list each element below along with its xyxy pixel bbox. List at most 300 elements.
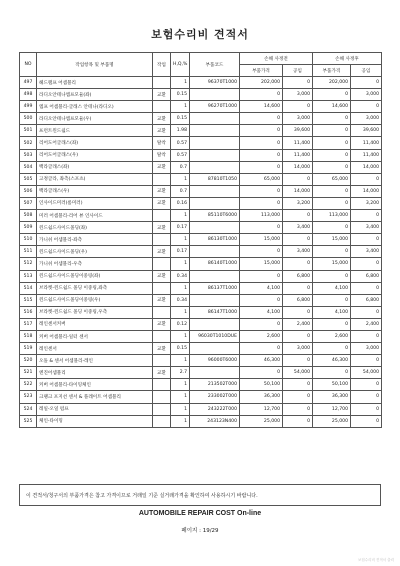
row-labor-pre: 11,400 <box>283 149 313 161</box>
row-hq: 1 <box>171 282 190 294</box>
row-part-price-post: 202,000 <box>313 77 351 89</box>
row-item: 윈드쉴드사이드몰딩이중링(좌) <box>37 270 153 282</box>
row-part-price-pre: 46,300 <box>240 355 283 367</box>
row-part-price-post: 0 <box>313 137 351 149</box>
row-work: 교환 <box>153 367 171 379</box>
header-damage-post: 손해 사정후 <box>313 53 382 65</box>
table-row <box>20 113 382 125</box>
table-row <box>20 343 382 355</box>
row-work <box>153 355 171 367</box>
header-code: 부품코드 <box>190 53 240 77</box>
row-item: 리어도어글래스(좌) <box>37 137 153 149</box>
row-labor-pre: 0 <box>283 391 313 403</box>
row-hq: 0.15 <box>171 89 190 101</box>
footer-title: AUTOMOBILE REPAIR COST On-line <box>138 510 262 517</box>
row-hq: 1 <box>171 306 190 318</box>
row-no: 513 <box>20 270 37 282</box>
row-code: 87810T1050 <box>190 173 240 185</box>
row-no: 500 <box>20 113 37 125</box>
row-part-price-post: 50,100 <box>313 379 351 391</box>
row-hq: 0.15 <box>171 343 190 355</box>
header-no: NO <box>20 53 37 77</box>
row-part-price-pre: 0 <box>240 270 283 282</box>
row-no: 515 <box>20 294 37 306</box>
row-code <box>190 185 240 197</box>
row-item: 인사이드미러(룸미러) <box>37 197 153 209</box>
row-code: 86137T1000 <box>190 282 240 294</box>
row-part-price-pre: 0 <box>240 185 283 197</box>
table-row <box>20 330 382 342</box>
row-part-price-post: 0 <box>313 89 351 101</box>
row-labor-pre: 0 <box>283 330 313 342</box>
row-part-price-pre: 0 <box>240 367 283 379</box>
row-no: 516 <box>20 306 37 318</box>
row-hq: 1 <box>171 234 190 246</box>
table-row <box>20 270 382 282</box>
table-row <box>20 306 382 318</box>
table-row <box>20 77 382 89</box>
row-part-price-post: 4,100 <box>313 306 351 318</box>
row-hq: 1 <box>171 77 190 89</box>
row-code: 243123N400 <box>190 415 240 427</box>
row-labor-pre: 39,600 <box>283 125 313 137</box>
row-hq: 1 <box>171 403 190 415</box>
row-part-price-post: 2,600 <box>313 330 351 342</box>
row-labor-pre: 3,400 <box>283 222 313 234</box>
row-item: 미러 어셈블리-리어 뷰 인사이드 <box>37 210 153 222</box>
row-no: 502 <box>20 137 37 149</box>
row-part-price-post: 46,300 <box>313 355 351 367</box>
row-work: 교환 <box>153 185 171 197</box>
row-code: 96270T1000 <box>190 101 240 113</box>
row-labor-pre: 6,800 <box>283 270 313 282</box>
row-part-price-pre: 202,000 <box>240 77 283 89</box>
row-labor-post: 39,600 <box>351 125 382 137</box>
row-code: 86147T1000 <box>190 306 240 318</box>
header-damage-pre: 손해 사정전 <box>240 53 313 65</box>
row-work <box>153 77 171 89</box>
row-code <box>190 125 240 137</box>
row-item: 크랭크 포지션 센서 & 플레이트 어셈블리 <box>37 391 153 403</box>
table-row <box>20 415 382 427</box>
row-hq: 0.34 <box>171 294 190 306</box>
table-row <box>20 149 382 161</box>
row-no: 505 <box>20 173 37 185</box>
row-no: 524 <box>20 403 37 415</box>
table-row <box>20 161 382 173</box>
table-row <box>20 318 382 330</box>
row-labor-post: 0 <box>351 330 382 342</box>
row-labor-post: 3,400 <box>351 246 382 258</box>
row-item: 리어도어글래스(우) <box>37 149 153 161</box>
row-no: 507 <box>20 197 37 209</box>
row-labor-pre: 0 <box>283 282 313 294</box>
table-row <box>20 173 382 185</box>
row-no: 497 <box>20 77 37 89</box>
row-part-price-post: 14,600 <box>313 101 351 113</box>
row-labor-pre: 11,400 <box>283 137 313 149</box>
page-number: 페이지 : 19/29 <box>181 528 219 534</box>
row-no: 509 <box>20 222 37 234</box>
row-part-price-pre: 14,600 <box>240 101 283 113</box>
estimate-rows <box>20 77 382 428</box>
row-labor-pre: 0 <box>283 101 313 113</box>
row-no: 510 <box>20 234 37 246</box>
row-labor-pre: 14,000 <box>283 161 313 173</box>
row-labor-post: 14,000 <box>351 185 382 197</box>
row-part-price-pre: 0 <box>240 222 283 234</box>
row-labor-post: 0 <box>351 234 382 246</box>
row-item: 윈드쉴드사이드몰딩(좌) <box>37 222 153 234</box>
header-item: 작업항목 및 부품명 <box>37 53 153 77</box>
table-row <box>20 294 382 306</box>
row-code <box>190 343 240 355</box>
row-work: 탈착 <box>153 137 171 149</box>
row-labor-post: 0 <box>351 173 382 185</box>
row-work: 교환 <box>153 197 171 209</box>
row-work: 교환 <box>153 125 171 137</box>
row-code <box>190 89 240 101</box>
row-work <box>153 173 171 185</box>
row-labor-post: 3,200 <box>351 197 382 209</box>
estimate-table <box>19 52 382 428</box>
row-item: 체인-타이밍 <box>37 415 153 427</box>
row-hq: 0.7 <box>171 185 190 197</box>
row-labor-pre: 0 <box>283 415 313 427</box>
row-code: 213502T000 <box>190 379 240 391</box>
row-code: 96370T1000 <box>190 77 240 89</box>
row-item: 레인센서 <box>37 343 153 355</box>
row-part-price-post: 113,000 <box>313 210 351 222</box>
row-labor-pre: 0 <box>283 355 313 367</box>
row-item: 커버 어셈블리-타이밍체인 <box>37 379 153 391</box>
row-item: 윈드쉴드사이드몰딩이중링(우) <box>37 294 153 306</box>
row-hq: 1 <box>171 210 190 222</box>
row-labor-post: 0 <box>351 403 382 415</box>
row-no: 519 <box>20 343 37 355</box>
table-row <box>20 197 382 209</box>
row-code: 243222T000 <box>190 403 240 415</box>
row-work <box>153 379 171 391</box>
row-labor-post: 3,000 <box>351 343 382 355</box>
row-hq: 0.17 <box>171 222 190 234</box>
row-hq: 1 <box>171 379 190 391</box>
row-work <box>153 210 171 222</box>
row-labor-pre: 0 <box>283 403 313 415</box>
row-part-price-pre: 12,700 <box>240 403 283 415</box>
row-hq: 1 <box>171 415 190 427</box>
row-labor-pre: 3,000 <box>283 89 313 101</box>
row-labor-pre: 0 <box>283 234 313 246</box>
row-part-price-post: 0 <box>313 113 351 125</box>
row-item: 프런트윈드쉴드 <box>37 125 153 137</box>
row-no: 518 <box>20 330 37 342</box>
row-labor-post: 3,400 <box>351 222 382 234</box>
row-code: 233002T000 <box>190 391 240 403</box>
row-hq: 0.57 <box>171 137 190 149</box>
row-part-price-pre: 65,000 <box>240 173 283 185</box>
table-row <box>20 367 382 379</box>
row-part-price-pre: 2,600 <box>240 330 283 342</box>
row-hq: 1 <box>171 258 190 270</box>
row-labor-pre: 0 <box>283 210 313 222</box>
row-part-price-post: 0 <box>313 125 351 137</box>
watermark-text: 보험수리비 견적서 출력 <box>357 558 394 562</box>
row-part-price-post: 0 <box>313 149 351 161</box>
row-work <box>153 101 171 113</box>
row-part-price-post: 36,300 <box>313 391 351 403</box>
row-work <box>153 391 171 403</box>
row-part-price-pre: 50,100 <box>240 379 283 391</box>
row-hq: 0.34 <box>171 270 190 282</box>
row-item: 헤드램프 어셈블리 <box>37 77 153 89</box>
row-work: 교환 <box>153 343 171 355</box>
row-part-price-post: 15,000 <box>313 258 351 270</box>
row-part-price-pre: 0 <box>240 197 283 209</box>
row-part-price-pre: 36,300 <box>240 391 283 403</box>
row-labor-post: 11,400 <box>351 137 382 149</box>
row-part-price-pre: 0 <box>240 125 283 137</box>
row-labor-pre: 0 <box>283 77 313 89</box>
row-code: 85110T6000 <box>190 210 240 222</box>
row-labor-post: 0 <box>351 379 382 391</box>
row-no: 501 <box>20 125 37 137</box>
row-part-price-post: 25,000 <box>313 415 351 427</box>
row-no: 520 <box>20 355 37 367</box>
row-item: 레일-오일 펌프 <box>37 403 153 415</box>
row-part-price-pre: 15,000 <box>240 234 283 246</box>
row-hq: 1 <box>171 101 190 113</box>
row-code <box>190 113 240 125</box>
row-code <box>190 367 240 379</box>
row-hq: 1 <box>171 173 190 185</box>
row-part-price-post: 0 <box>313 185 351 197</box>
row-item: 라디오안테나엠프모듈(우) <box>37 113 153 125</box>
row-part-price-pre: 25,000 <box>240 415 283 427</box>
row-labor-post: 0 <box>351 306 382 318</box>
row-part-price-pre: 113,000 <box>240 210 283 222</box>
table-row <box>20 355 382 367</box>
table-row <box>20 210 382 222</box>
row-labor-post: 0 <box>351 210 382 222</box>
row-work <box>153 282 171 294</box>
row-part-price-pre: 4,100 <box>240 282 283 294</box>
row-part-price-pre: 0 <box>240 318 283 330</box>
row-part-price-post: 0 <box>313 161 351 173</box>
row-work <box>153 403 171 415</box>
row-item: 윈드쉴드사이드몰딩(우) <box>37 246 153 258</box>
row-code: 86130T1000 <box>190 234 240 246</box>
row-no: 504 <box>20 161 37 173</box>
row-work <box>153 330 171 342</box>
row-work: 교환 <box>153 89 171 101</box>
row-code <box>190 137 240 149</box>
row-no: 506 <box>20 185 37 197</box>
row-labor-post: 6,800 <box>351 294 382 306</box>
row-work: 탈착 <box>153 149 171 161</box>
row-part-price-post: 15,000 <box>313 234 351 246</box>
row-code <box>190 246 240 258</box>
row-part-price-post: 0 <box>313 246 351 258</box>
row-code: 96000T6000 <box>190 355 240 367</box>
row-work <box>153 258 171 270</box>
row-no: 514 <box>20 282 37 294</box>
row-labor-post: 0 <box>351 391 382 403</box>
table-row <box>20 379 382 391</box>
row-work <box>153 234 171 246</box>
row-part-price-post: 0 <box>313 222 351 234</box>
table-row <box>20 282 382 294</box>
row-hq: 1 <box>171 355 190 367</box>
row-part-price-pre: 0 <box>240 113 283 125</box>
row-part-price-post: 0 <box>313 294 351 306</box>
row-hq: 0.12 <box>171 318 190 330</box>
row-labor-pre: 14,000 <box>283 185 313 197</box>
row-labor-pre: 3,200 <box>283 197 313 209</box>
header-labor-post: 공임 <box>351 65 382 77</box>
document-title: 보험수리비 견적서 <box>151 28 249 41</box>
row-part-price-pre: 4,100 <box>240 306 283 318</box>
row-work: 교환 <box>153 318 171 330</box>
row-part-price-pre: 0 <box>240 149 283 161</box>
row-no: 525 <box>20 415 37 427</box>
row-labor-post: 2,400 <box>351 318 382 330</box>
row-labor-pre: 6,800 <box>283 294 313 306</box>
row-no: 511 <box>20 246 37 258</box>
row-item: 백라글래스(우) <box>37 185 153 197</box>
row-item: 레인센서커버 <box>37 318 153 330</box>
row-no: 498 <box>20 89 37 101</box>
row-labor-post: 0 <box>351 355 382 367</box>
row-code <box>190 222 240 234</box>
header-hq: H,Q,% <box>171 53 190 77</box>
row-code <box>190 161 240 173</box>
row-hq: 0.57 <box>171 149 190 161</box>
row-item: 브라켓-윈드쉴드 몰딩 이중링,우측 <box>37 306 153 318</box>
row-hq: 1 <box>171 391 190 403</box>
row-labor-post: 0 <box>351 415 382 427</box>
row-part-price-post: 0 <box>313 197 351 209</box>
row-part-price-pre: 0 <box>240 137 283 149</box>
row-labor-post: 11,400 <box>351 149 382 161</box>
row-hq: 1.98 <box>171 125 190 137</box>
row-item: 엠프 어셈블리-글래스 안테나(라디오) <box>37 101 153 113</box>
row-item: 가니쉬 어셈블리-우측 <box>37 258 153 270</box>
row-hq: 0.15 <box>171 113 190 125</box>
row-code <box>190 318 240 330</box>
row-labor-pre: 54,000 <box>283 367 313 379</box>
row-work: 교환 <box>153 113 171 125</box>
row-item: 가니쉬 어셈블리-좌측 <box>37 234 153 246</box>
row-code: 96030T1010DUE <box>190 330 240 342</box>
row-item: 엔진어셈블리 <box>37 367 153 379</box>
row-part-price-pre: 15,000 <box>240 258 283 270</box>
row-work: 교환 <box>153 161 171 173</box>
row-labor-post: 6,800 <box>351 270 382 282</box>
row-part-price-post: 0 <box>313 318 351 330</box>
row-item: 라디오안테나엠프모듈(좌) <box>37 89 153 101</box>
row-labor-post: 3,000 <box>351 113 382 125</box>
table-row <box>20 185 382 197</box>
row-labor-post: 14,000 <box>351 161 382 173</box>
header-labor-pre: 공임 <box>283 65 313 77</box>
price-notice: 이 견적서/청구서의 부품가격은 참고 가격이므로 거래일 기준 실거래가격을 확인하여 사용하시기 바랍니다. <box>19 484 381 506</box>
table-row <box>20 258 382 270</box>
row-work: 교환 <box>153 222 171 234</box>
row-labor-pre: 0 <box>283 379 313 391</box>
row-part-price-pre: 0 <box>240 343 283 355</box>
row-labor-post: 0 <box>351 282 382 294</box>
row-code <box>190 270 240 282</box>
row-labor-pre: 0 <box>283 173 313 185</box>
row-part-price-pre: 0 <box>240 246 283 258</box>
row-labor-pre: 0 <box>283 258 313 270</box>
row-no: 522 <box>20 379 37 391</box>
row-work: 교환 <box>153 246 171 258</box>
row-hq: 1 <box>171 330 190 342</box>
row-part-price-pre: 0 <box>240 89 283 101</box>
row-no: 512 <box>20 258 37 270</box>
row-part-price-post: 0 <box>313 270 351 282</box>
row-no: 521 <box>20 367 37 379</box>
row-labor-pre: 3,400 <box>283 246 313 258</box>
row-code <box>190 149 240 161</box>
row-labor-post: 0 <box>351 258 382 270</box>
row-part-price-post: 4,100 <box>313 282 351 294</box>
header-part-price-post: 부품가격 <box>313 65 351 77</box>
row-hq: 2.7 <box>171 367 190 379</box>
header-work: 작업 <box>153 53 171 77</box>
table-row <box>20 222 382 234</box>
row-labor-post: 54,000 <box>351 367 382 379</box>
row-item: 브라켓-윈드쉴드 몰딩 이중링,좌측 <box>37 282 153 294</box>
row-hq: 0.17 <box>171 246 190 258</box>
row-no: 499 <box>20 101 37 113</box>
table-row <box>20 137 382 149</box>
row-work: 교환 <box>153 294 171 306</box>
row-item: 커버 어셈블리-일터 센서 <box>37 330 153 342</box>
row-part-price-post: 65,000 <box>313 173 351 185</box>
row-code: 86140T1000 <box>190 258 240 270</box>
table-row <box>20 246 382 258</box>
row-part-price-post: 12,700 <box>313 403 351 415</box>
table-row <box>20 125 382 137</box>
row-labor-post: 0 <box>351 77 382 89</box>
row-no: 503 <box>20 149 37 161</box>
row-part-price-post: 0 <box>313 343 351 355</box>
row-no: 517 <box>20 318 37 330</box>
row-labor-pre: 2,400 <box>283 318 313 330</box>
table-row <box>20 234 382 246</box>
row-hq: 0.16 <box>171 197 190 209</box>
header-part-price-pre: 부품가격 <box>240 65 283 77</box>
row-labor-post: 0 <box>351 101 382 113</box>
row-item: 오돌 & 센서 어셈블리-레인 <box>37 355 153 367</box>
row-work: 교환 <box>153 270 171 282</box>
table-row <box>20 89 382 101</box>
row-no: 523 <box>20 391 37 403</box>
row-code <box>190 197 240 209</box>
row-labor-pre: 3,000 <box>283 113 313 125</box>
table-row <box>20 391 382 403</box>
row-labor-pre: 0 <box>283 306 313 318</box>
row-labor-post: 3,000 <box>351 89 382 101</box>
row-work <box>153 306 171 318</box>
table-row <box>20 101 382 113</box>
row-item: 백라글래스(좌) <box>37 161 153 173</box>
row-part-price-pre: 0 <box>240 294 283 306</box>
row-part-price-pre: 0 <box>240 161 283 173</box>
